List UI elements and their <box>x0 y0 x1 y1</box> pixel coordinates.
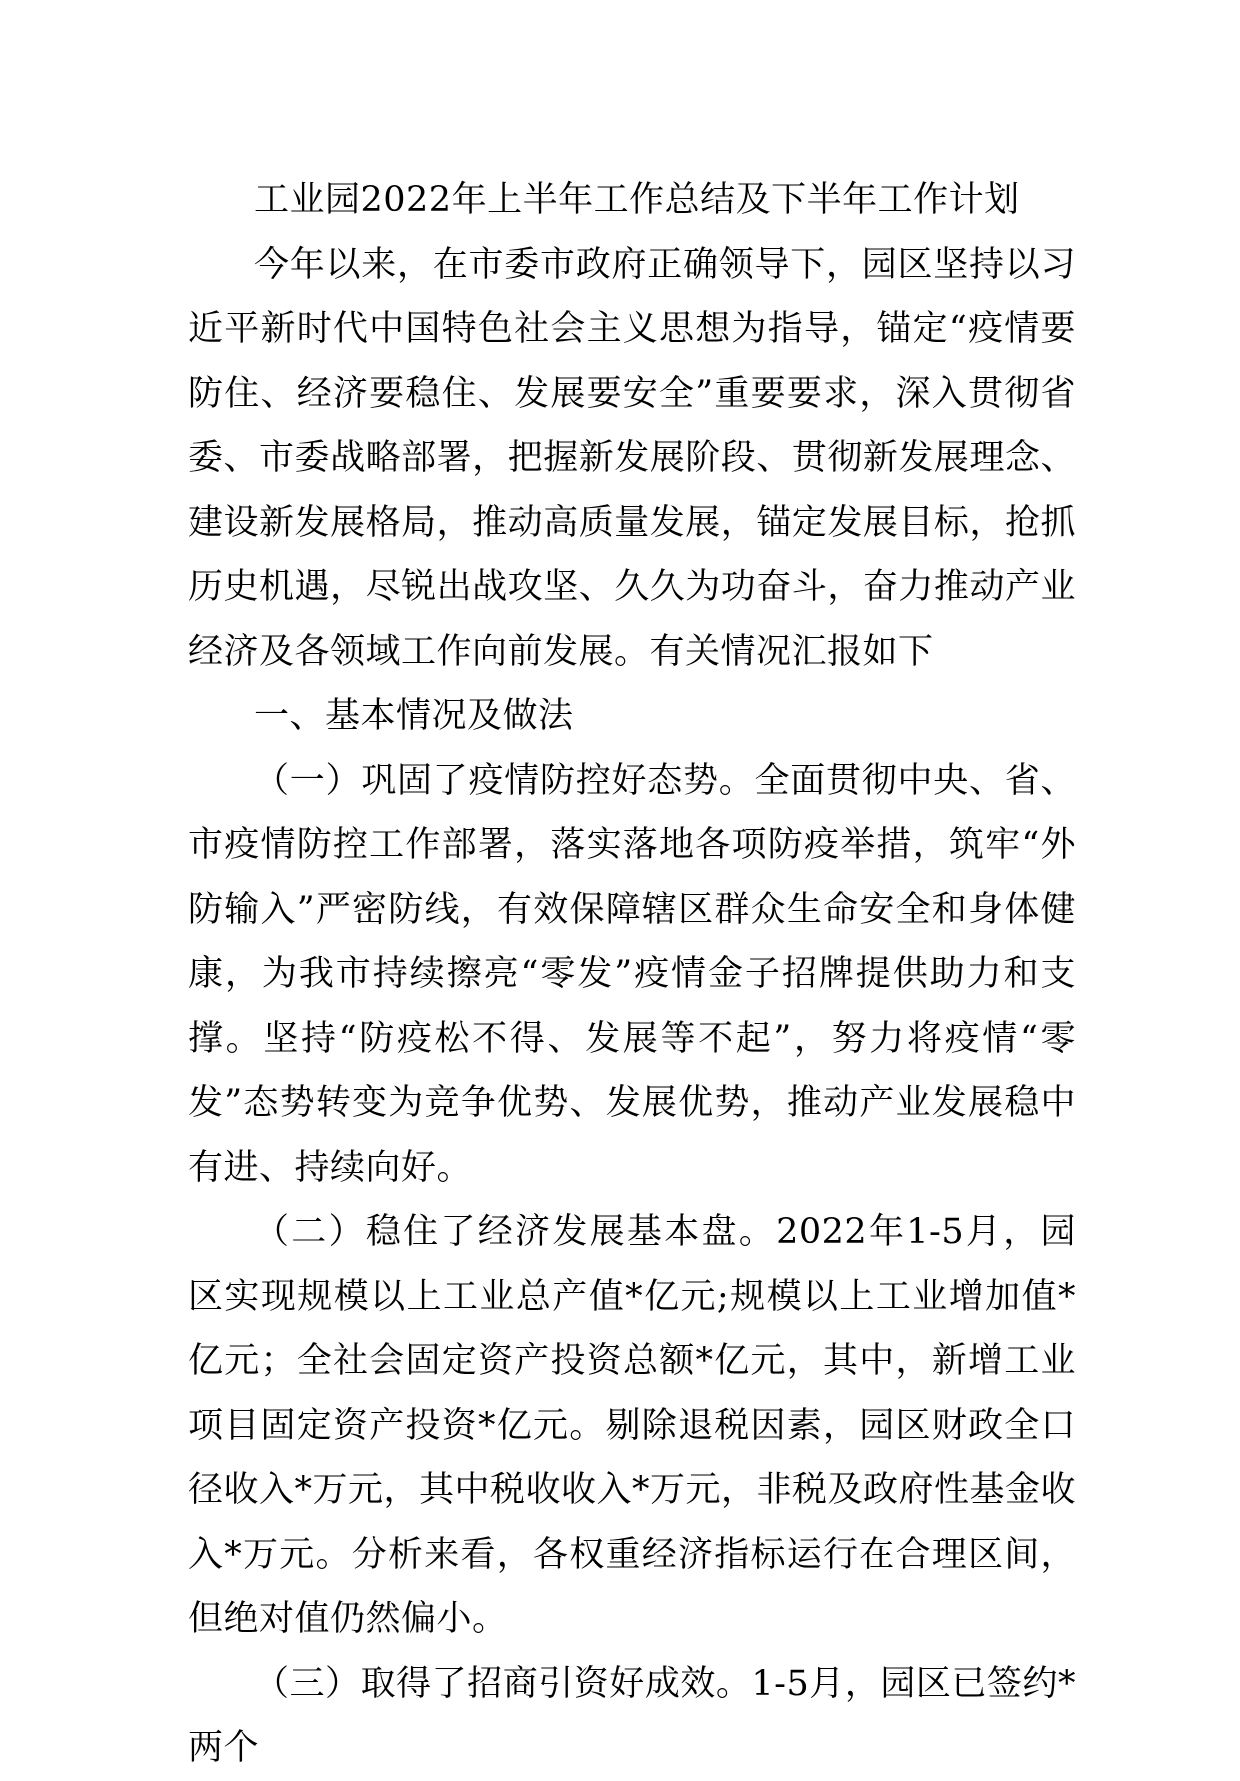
intro-paragraph: 今年以来，在市委市政府正确领导下，园区坚持以习近平新时代中国特色社会主义思想为指导，锚定“疫情要防住、经济要稳住、发展要安全”重要要求，深入贯彻省委、市委战略部署，把握新发展阶段、贯彻新发展理念、建设新发展格局，推动高质量发展，锚定发展目标，抢抓历史机遇，尽锐出战攻坚、久久为功奋斗，奋力推动产业经济及各领域工作向前发展。有关情况汇报如下 <box>188 244 1076 672</box>
document-title: 工业园2022年上半年工作总结及下半年工作计划 <box>254 180 1020 220</box>
document-body <box>188 168 1076 1781</box>
paragraph-epidemic-control: （一）巩固了疫情防控好态势。全面贯彻中央、省、市疫情防控工作部署，落实落地各项防疫举措，筑牢“外防输入”严密防线，有效保障辖区群众生命安全和身体健康，为我市持续擦亮“零发”疫情金子招牌提供助力和支撑。坚持“防疫松不得、发展等不起”，努力将疫情“零发”态势转变为竞争优势、发展优势，推动产业发展稳中有进、持续向好。 <box>188 760 1076 1188</box>
section-heading-basic-situation: 一、基本情况及做法 <box>254 696 574 736</box>
paragraph-economic-development: （二）稳住了经济发展基本盘。2022年1-5月，园区实现规模以上工业总产值*亿元;规模以上工业增加值*亿元；全社会固定资产投资总额*亿元，其中，新增工业项目固定资产投资*亿元。剔除退税因素，园区财政全口径收入*万元，其中税收收入*万元，非税及政府性基金收入*万元。分析来看，各权重经济指标运行在合理区间，但绝对值仍然偏小。 <box>188 1212 1077 1639</box>
paragraph-investment-attraction: （三）取得了招商引资好成效。1-5月，园区已签约*两个 <box>188 1663 1076 1768</box>
